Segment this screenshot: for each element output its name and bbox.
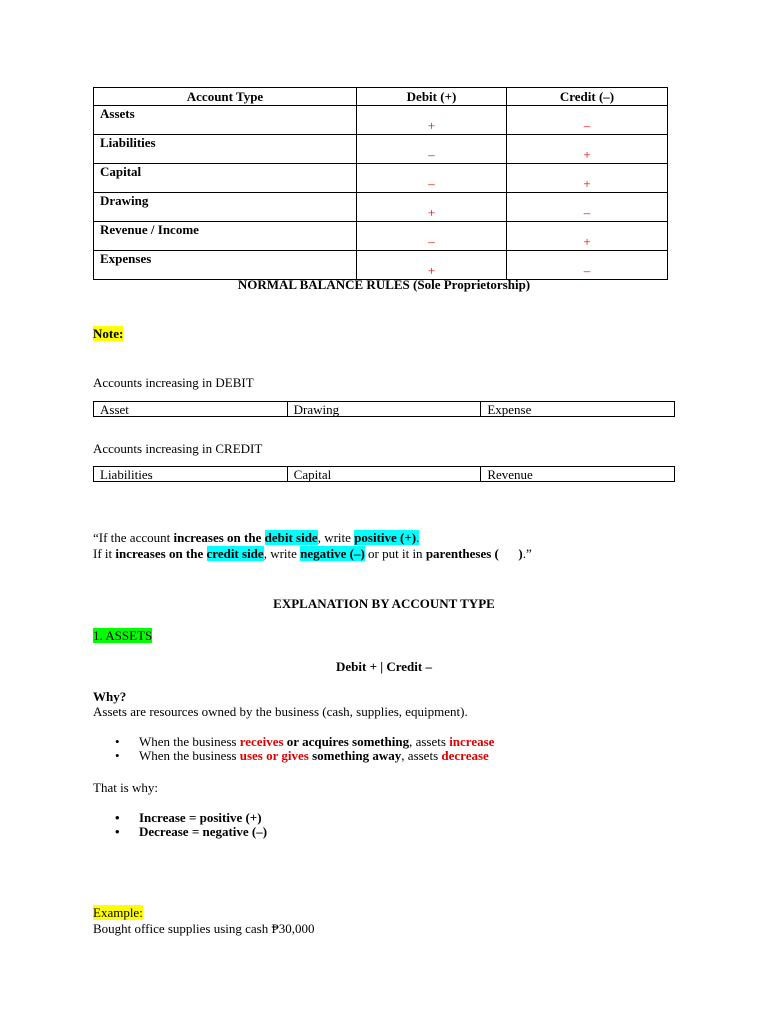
- list-item: [93, 749, 494, 763]
- credit-sign: +: [507, 164, 668, 193]
- debit-sign: –: [357, 135, 507, 164]
- account-name: Capital: [94, 164, 357, 193]
- table-row: [94, 193, 668, 222]
- parentheses-bold: parentheses ( ): [425, 546, 523, 561]
- bullet-icon: •: [115, 734, 120, 749]
- table-cell: Liabilities: [94, 467, 288, 482]
- table-row: [94, 164, 668, 193]
- credit-increase-title: Accounts increasing in CREDIT: [93, 441, 263, 456]
- debit-side-highlight: debit side: [264, 530, 318, 545]
- table-cell: Asset: [94, 402, 288, 417]
- debit-sign: +: [357, 106, 507, 135]
- account-name: Liabilities: [94, 135, 357, 164]
- quote-line-2: [93, 546, 532, 562]
- list-text: Decrease = negative (–): [139, 824, 268, 839]
- table-row: [94, 135, 668, 164]
- list-text: , assets: [409, 734, 450, 749]
- example-label-text: Example:: [93, 905, 143, 920]
- bullet-icon: •: [115, 748, 120, 763]
- why-label: Why?: [93, 689, 127, 704]
- account-name: Expenses: [94, 251, 357, 280]
- quote-block: [93, 530, 532, 562]
- increase-text: increase: [449, 734, 495, 749]
- credit-sign: +: [507, 135, 668, 164]
- assets-heading-text: 1. ASSETS: [93, 628, 153, 643]
- list-text: , assets: [401, 748, 442, 763]
- list-item: [93, 825, 267, 839]
- account-name: Assets: [94, 106, 357, 135]
- receives-text: receives: [239, 734, 284, 749]
- list-text: When the business: [139, 734, 240, 749]
- table-cell: Expense: [481, 402, 675, 417]
- list-text: Increase = positive (+): [139, 810, 262, 825]
- table-row: [94, 467, 675, 482]
- assets-rule: Debit + | Credit –: [336, 659, 432, 674]
- quote-text: If it: [93, 546, 116, 561]
- header-account-type: Account Type: [94, 88, 357, 106]
- example-text: Bought office supplies using cash ₱30,000: [93, 921, 315, 936]
- increase-decrease-list: [93, 811, 267, 839]
- quote-text: .: [416, 530, 420, 545]
- section-title: EXPLANATION BY ACCOUNT TYPE: [273, 596, 495, 611]
- quote-bold: increases on the: [115, 546, 207, 561]
- uses-gives-text: uses or gives: [239, 748, 309, 763]
- positive-highlight: positive (+): [354, 530, 417, 545]
- table-row: [94, 251, 668, 280]
- debit-increase-table: [93, 401, 675, 417]
- table-cell: Revenue: [481, 467, 675, 482]
- header-debit: Debit (+): [357, 88, 507, 106]
- credit-sign: –: [507, 193, 668, 222]
- normal-balance-table: [93, 87, 668, 280]
- table-row: [94, 402, 675, 417]
- debit-sign: +: [357, 193, 507, 222]
- table-header-row: [94, 88, 668, 106]
- bullet-icon: •: [115, 824, 120, 839]
- table-row: [94, 106, 668, 135]
- list-bold: something away: [308, 748, 402, 763]
- credit-sign: –: [507, 106, 668, 135]
- list-text: When the business: [139, 748, 240, 763]
- account-name: Drawing: [94, 193, 357, 222]
- credit-side-highlight: credit side: [206, 546, 264, 561]
- quote-text: , write: [263, 546, 301, 561]
- credit-sign: –: [507, 251, 668, 280]
- assets-heading: [93, 628, 152, 644]
- debit-sign: –: [357, 222, 507, 251]
- debit-sign: +: [357, 251, 507, 280]
- note-label-text: Note:: [93, 326, 124, 341]
- quote-line-1: [93, 530, 532, 546]
- table-row: [94, 222, 668, 251]
- quote-text: , write: [317, 530, 355, 545]
- debit-increase-title: Accounts increasing in DEBIT: [93, 375, 254, 390]
- table-cell: Capital: [287, 467, 481, 482]
- credit-increase-table: [93, 466, 675, 482]
- bullet-icon: •: [115, 810, 120, 825]
- quote-text: .”: [522, 546, 532, 561]
- header-credit: Credit (–): [507, 88, 668, 106]
- table-caption: NORMAL BALANCE RULES (Sole Proprietorship): [237, 277, 531, 292]
- why-text: Assets are resources owned by the business (cash, supplies, equipment).: [93, 704, 468, 719]
- account-name: Revenue / Income: [94, 222, 357, 251]
- quote-text: or put it in: [364, 546, 426, 561]
- note-label: [93, 326, 123, 342]
- example-label: [93, 905, 143, 921]
- table-cell: Drawing: [287, 402, 481, 417]
- list-item: [93, 811, 267, 825]
- quote-text: “If the account: [93, 530, 174, 545]
- decrease-text: decrease: [441, 748, 489, 763]
- assets-bullet-list: [93, 735, 494, 763]
- quote-bold: increases on the: [173, 530, 265, 545]
- that-is-why: That is why:: [93, 780, 158, 795]
- negative-highlight: negative (–): [300, 546, 365, 561]
- list-item: [93, 735, 494, 749]
- debit-sign: –: [357, 164, 507, 193]
- credit-sign: +: [507, 222, 668, 251]
- list-bold: or acquires something: [283, 734, 410, 749]
